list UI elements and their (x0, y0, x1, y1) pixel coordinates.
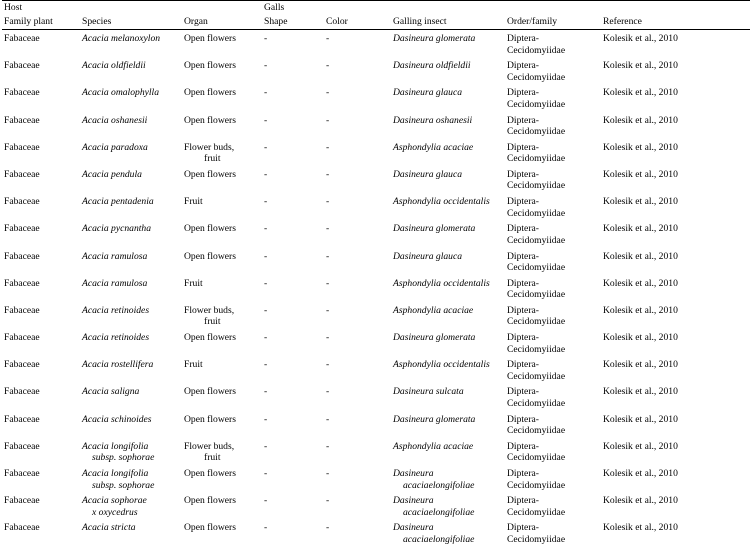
cell-galling-insect (391, 414, 505, 441)
cell-color: - (326, 332, 330, 344)
table-row (2, 414, 750, 441)
cell-order-family-line: Diptera- (507, 33, 539, 44)
cell-species (80, 169, 182, 196)
cell-order-family (505, 223, 601, 250)
cell-color: - (326, 60, 330, 72)
cell-reference: Kolesik et al., 2010 (603, 250, 678, 262)
cell-species-line: Acacia paradoxa (82, 141, 148, 153)
cell-order-family (505, 278, 601, 305)
cell-organ-line: Flower buds, (184, 304, 235, 316)
cell-order-family-line: Diptera- (507, 114, 539, 126)
table-row (2, 495, 750, 522)
cell-species-line: Acacia pycnantha (82, 223, 151, 235)
cell-family-plant: Fabaceae (4, 468, 40, 479)
cell-order-family-line: Cecidomyiidae (507, 397, 566, 409)
cell-order-family (505, 30, 601, 61)
cell-shape: - (264, 33, 268, 44)
cell-species-line: subsp. sophorae (92, 452, 155, 464)
cell-shape: - (264, 359, 268, 371)
cell-species-line: Acacia longifolia (82, 468, 149, 479)
cell-species-line: Acacia sophorae (82, 495, 147, 507)
cell-organ (182, 60, 262, 87)
cell-reference: Kolesik et al., 2010 (603, 196, 678, 208)
cell-species (80, 441, 182, 468)
cell-species-line: Acacia pentadenia (82, 196, 154, 208)
cell-species-line: Acacia omalophylla (82, 87, 159, 99)
cell-order-family (505, 332, 601, 359)
cell-organ-line: Flower buds, (184, 141, 235, 153)
cell-organ-line: Open flowers (184, 114, 236, 126)
cell-organ-line: Open flowers (184, 60, 236, 72)
cell-organ (182, 441, 262, 468)
cell-organ-line: Open flowers (184, 413, 236, 425)
cell-galling-insect-line: Dasineura glomerata (393, 33, 476, 44)
cell-shape: - (264, 60, 268, 72)
cell-color: - (326, 413, 330, 425)
cell-species-line: Acacia ramulosa (82, 250, 148, 262)
cell-family-plant: Fabaceae (4, 60, 40, 72)
cell-color: - (326, 223, 330, 235)
cell-galling-insect (391, 305, 505, 332)
col-reference: Reference (601, 16, 750, 30)
cell-species (80, 278, 182, 305)
cell-organ (182, 196, 262, 223)
cell-shape: - (264, 468, 268, 479)
cell-galling-insect (391, 522, 505, 549)
cell-order-family-line: Cecidomyiidae (507, 533, 566, 545)
cell-species (80, 142, 182, 169)
cell-organ-line: Open flowers (184, 386, 236, 398)
cell-species (80, 359, 182, 386)
cell-reference: Kolesik et al., 2010 (603, 60, 678, 72)
cell-shape: - (264, 332, 268, 344)
cell-color: - (326, 250, 330, 262)
cell-order-family-line: Cecidomyiidae (507, 452, 566, 464)
cell-reference: Kolesik et al., 2010 (603, 468, 678, 479)
cell-color: - (326, 141, 330, 153)
cell-reference: Kolesik et al., 2010 (603, 87, 678, 99)
cell-organ (182, 169, 262, 196)
cell-order-family-line: Cecidomyiidae (507, 44, 566, 56)
col-order-family: Order/family (505, 16, 601, 30)
cell-order-family-line: Cecidomyiidae (507, 98, 566, 110)
cell-order-family-line: Cecidomyiidae (507, 289, 566, 301)
cell-galling-insect-line: acaciaelongifoliae (403, 533, 475, 545)
cell-galling-insect-line: Asphondylia occidentalis (393, 359, 490, 371)
cell-shape: - (264, 250, 268, 262)
cell-species (80, 386, 182, 413)
cell-shape: - (264, 87, 268, 99)
cell-galling-insect-line: Dasineura sulcata (393, 386, 464, 398)
table-row (2, 386, 750, 413)
cell-reference: Kolesik et al., 2010 (603, 413, 678, 425)
cell-reference: Kolesik et al., 2010 (603, 223, 678, 235)
cell-order-family-line: Cecidomyiidae (507, 180, 566, 192)
cell-species-line: Acacia retinoides (82, 304, 150, 316)
col-color: Color (324, 16, 391, 30)
cell-galling-insect (391, 169, 505, 196)
cell-order-family-line: Diptera- (507, 413, 539, 425)
cell-color: - (326, 304, 330, 316)
cell-organ-line: fruit (204, 316, 221, 328)
cell-reference: Kolesik et al., 2010 (603, 495, 678, 507)
cell-organ (182, 142, 262, 169)
cell-organ-line: Flower buds, (184, 440, 235, 452)
cell-order-family-line: Cecidomyiidae (507, 207, 566, 219)
cell-order-family (505, 468, 601, 495)
cell-family-plant: Fabaceae (4, 413, 40, 425)
cell-organ-line: Open flowers (184, 468, 236, 479)
cell-species-line: Acacia longifolia (82, 440, 149, 452)
cell-family-plant: Fabaceae (4, 359, 40, 371)
cell-species-line: x oxycedrus (92, 506, 138, 518)
cell-order-family (505, 359, 601, 386)
cell-reference: Kolesik et al., 2010 (603, 304, 678, 316)
table-row (2, 30, 750, 61)
cell-species (80, 332, 182, 359)
cell-order-family-line: Cecidomyiidae (507, 479, 566, 491)
table-row (2, 87, 750, 114)
cell-galling-insect-line: Dasineura oshanesii (393, 114, 473, 126)
cell-organ (182, 251, 262, 278)
cell-shape: - (264, 440, 268, 452)
cell-order-family (505, 60, 601, 87)
col-species: Species (80, 16, 182, 30)
cell-order-family-line: Cecidomyiidae (507, 370, 566, 382)
cell-order-family (505, 87, 601, 114)
cell-order-family (505, 305, 601, 332)
cell-species-line: Acacia oshanesii (82, 114, 148, 126)
cell-species-line: Acacia stricta (82, 522, 136, 534)
cell-organ-line: Open flowers (184, 250, 236, 262)
cell-galling-insect-line: Asphondylia acaciae (393, 141, 474, 153)
col-organ: Organ (182, 16, 262, 30)
cell-galling-insect-line: acaciaelongifoliae (403, 479, 475, 491)
cell-organ-line: Open flowers (184, 87, 236, 99)
cell-order-family (505, 386, 601, 413)
cell-color: - (326, 440, 330, 452)
cell-order-family-line: Diptera- (507, 250, 539, 262)
cell-order-family-line: Cecidomyiidae (507, 343, 566, 355)
table-row (2, 169, 750, 196)
cell-color: - (326, 359, 330, 371)
cell-species-line: Acacia melanoxylon (82, 33, 161, 44)
cell-shape: - (264, 304, 268, 316)
cell-color: - (326, 87, 330, 99)
cell-species (80, 522, 182, 549)
cell-galling-insect-line: Asphondylia acaciae (393, 304, 474, 316)
cell-galling-insect (391, 142, 505, 169)
cell-galling-insect-line: Dasineura glauca (393, 168, 463, 180)
cell-species-line: Acacia pendula (82, 168, 142, 180)
cell-order-family-line: Diptera- (507, 304, 539, 316)
header-column-row (2, 16, 750, 30)
cell-shape: - (264, 141, 268, 153)
cell-order-family-line: Cecidomyiidae (507, 316, 566, 328)
cell-family-plant: Fabaceae (4, 33, 40, 44)
cell-shape: - (264, 522, 268, 534)
cell-family-plant: Fabaceae (4, 196, 40, 208)
cell-reference: Kolesik et al., 2010 (603, 332, 678, 344)
table-row (2, 359, 750, 386)
cell-order-family-line: Cecidomyiidae (507, 126, 566, 138)
cell-family-plant: Fabaceae (4, 277, 40, 289)
cell-order-family-line: Diptera- (507, 223, 539, 235)
cell-family-plant: Fabaceae (4, 386, 40, 398)
cell-order-family-line: Diptera- (507, 440, 539, 452)
cell-galling-insect (391, 495, 505, 522)
cell-galling-insect (391, 359, 505, 386)
table-row (2, 60, 750, 87)
cell-order-family-line: Diptera- (507, 60, 539, 72)
cell-order-family-line: Diptera- (507, 495, 539, 507)
cell-reference: Kolesik et al., 2010 (603, 359, 678, 371)
cell-color: - (326, 168, 330, 180)
cell-family-plant: Fabaceae (4, 332, 40, 344)
cell-order-family-line: Cecidomyiidae (507, 425, 566, 437)
cell-galling-insect (391, 468, 505, 495)
table-body (2, 30, 750, 550)
cell-organ-line: fruit (204, 452, 221, 464)
cell-shape: - (264, 114, 268, 126)
cell-galling-insect-line: Dasineura (393, 468, 434, 479)
cell-order-family-line: Diptera- (507, 141, 539, 153)
cell-color: - (326, 33, 330, 44)
cell-organ (182, 495, 262, 522)
cell-species (80, 196, 182, 223)
cell-order-family (505, 196, 601, 223)
table-row (2, 522, 750, 549)
cell-shape: - (264, 168, 268, 180)
cell-galling-insect-line: Dasineura oldfieldii (393, 60, 471, 72)
cell-order-family (505, 142, 601, 169)
cell-galling-insect-line: Asphondylia occidentalis (393, 277, 490, 289)
cell-organ (182, 87, 262, 114)
cell-organ-line: Open flowers (184, 495, 236, 507)
cell-family-plant: Fabaceae (4, 495, 40, 507)
host-group-header: Host (2, 1, 262, 17)
cell-organ (182, 522, 262, 549)
galls-group-header: Galls (262, 1, 750, 17)
cell-reference: Kolesik et al., 2010 (603, 141, 678, 153)
cell-galling-insect-line: acaciaelongifoliae (403, 506, 475, 518)
cell-order-family-line: Diptera- (507, 359, 539, 371)
cell-family-plant: Fabaceae (4, 223, 40, 235)
cell-family-plant: Fabaceae (4, 87, 40, 99)
cell-order-family-line: Diptera- (507, 522, 539, 534)
cell-species (80, 468, 182, 495)
cell-order-family (505, 441, 601, 468)
cell-order-family-line: Cecidomyiidae (507, 262, 566, 273)
cell-galling-insect-line: Dasineura glauca (393, 250, 463, 262)
cell-species-line: Acacia retinoides (82, 332, 150, 344)
cell-organ-line: Fruit (184, 277, 203, 289)
cell-galling-insect (391, 223, 505, 250)
cell-organ-line: fruit (204, 153, 221, 165)
cell-order-family-line: Diptera- (507, 277, 539, 289)
cell-order-family-line: Cecidomyiidae (507, 153, 566, 165)
cell-organ (182, 30, 262, 61)
cell-galling-insect-line: Dasineura (393, 495, 434, 507)
cell-galling-insect (391, 278, 505, 305)
cell-order-family-line: Cecidomyiidae (507, 71, 566, 83)
cell-organ-line: Open flowers (184, 223, 236, 235)
cell-species (80, 414, 182, 441)
table-row (2, 223, 750, 250)
cell-organ (182, 278, 262, 305)
cell-order-family (505, 115, 601, 142)
cell-galling-insect-line: Dasineura glomerata (393, 413, 476, 425)
cell-color: - (326, 386, 330, 398)
cell-order-family-line: Diptera- (507, 87, 539, 99)
cell-order-family (505, 522, 601, 549)
cell-family-plant: Fabaceae (4, 114, 40, 126)
cell-reference: Kolesik et al., 2010 (603, 33, 678, 44)
cell-reference: Kolesik et al., 2010 (603, 168, 678, 180)
cell-species (80, 87, 182, 114)
col-family-plant: Family plant (2, 16, 80, 30)
cell-order-family (505, 251, 601, 278)
cell-color: - (326, 495, 330, 507)
col-shape: Shape (262, 16, 324, 30)
cell-galling-insect-line: Dasineura glomerata (393, 223, 476, 235)
cell-species (80, 223, 182, 250)
cell-order-family-line: Diptera- (507, 386, 539, 398)
table-row (2, 142, 750, 169)
table-row (2, 115, 750, 142)
table-row (2, 332, 750, 359)
cell-galling-insect (391, 196, 505, 223)
cell-galling-insect (391, 386, 505, 413)
cell-reference: Kolesik et al., 2010 (603, 277, 678, 289)
cell-reference: Kolesik et al., 2010 (603, 386, 678, 398)
cell-galling-insect (391, 441, 505, 468)
cell-species (80, 115, 182, 142)
cell-organ-line: Open flowers (184, 33, 236, 44)
cell-species-line: subsp. sophorae (92, 479, 155, 491)
table-row (2, 278, 750, 305)
cell-galling-insect (391, 251, 505, 278)
cell-family-plant: Fabaceae (4, 522, 40, 534)
cell-organ (182, 332, 262, 359)
cell-shape: - (264, 196, 268, 208)
table-row (2, 305, 750, 332)
table-row (2, 196, 750, 223)
cell-color: - (326, 522, 330, 534)
header-group-row (2, 1, 750, 17)
table-row (2, 251, 750, 278)
gall-records-table (2, 0, 750, 550)
cell-shape: - (264, 386, 268, 398)
cell-order-family-line: Diptera- (507, 196, 539, 208)
cell-color: - (326, 196, 330, 208)
cell-shape: - (264, 277, 268, 289)
cell-organ-line: Open flowers (184, 522, 236, 534)
cell-shape: - (264, 495, 268, 507)
cell-species (80, 251, 182, 278)
cell-species-line: Acacia oldfieldii (82, 60, 146, 72)
cell-color: - (326, 277, 330, 289)
cell-color: - (326, 468, 330, 479)
cell-shape: - (264, 223, 268, 235)
cell-reference: Kolesik et al., 2010 (603, 440, 678, 452)
col-galling-insect: Galling insect (391, 16, 505, 30)
cell-family-plant: Fabaceae (4, 304, 40, 316)
cell-organ (182, 414, 262, 441)
cell-galling-insect (391, 332, 505, 359)
cell-family-plant: Fabaceae (4, 250, 40, 262)
cell-species (80, 60, 182, 87)
cell-organ-line: Open flowers (184, 332, 236, 344)
cell-organ (182, 223, 262, 250)
cell-galling-insect (391, 30, 505, 61)
cell-galling-insect-line: Dasineura (393, 522, 434, 534)
cell-color: - (326, 114, 330, 126)
cell-galling-insect-line: Asphondylia acaciae (393, 440, 474, 452)
cell-organ (182, 359, 262, 386)
cell-family-plant: Fabaceae (4, 168, 40, 180)
cell-order-family-line: Diptera- (507, 332, 539, 344)
cell-reference: Kolesik et al., 2010 (603, 114, 678, 126)
cell-species-line: Acacia saligna (82, 386, 140, 398)
cell-organ-line: Fruit (184, 359, 203, 371)
cell-species-line: Acacia rostellifera (82, 359, 154, 371)
cell-order-family (505, 169, 601, 196)
cell-species (80, 495, 182, 522)
cell-order-family-line: Cecidomyiidae (507, 506, 566, 518)
cell-species (80, 305, 182, 332)
cell-species (80, 30, 182, 61)
cell-galling-insect-line: Dasineura glomerata (393, 332, 476, 344)
cell-galling-insect (391, 87, 505, 114)
cell-order-family-line: Diptera- (507, 468, 539, 479)
cell-organ (182, 305, 262, 332)
cell-order-family-line: Diptera- (507, 168, 539, 180)
cell-order-family-line: Cecidomyiidae (507, 234, 566, 246)
cell-family-plant: Fabaceae (4, 440, 40, 452)
cell-order-family (505, 414, 601, 441)
cell-galling-insect (391, 60, 505, 87)
cell-family-plant: Fabaceae (4, 141, 40, 153)
cell-species-line: Acacia ramulosa (82, 277, 148, 289)
cell-organ (182, 386, 262, 413)
table-row (2, 441, 750, 468)
cell-organ-line: Open flowers (184, 168, 236, 180)
cell-order-family (505, 495, 601, 522)
cell-organ-line: Fruit (184, 196, 203, 208)
cell-shape: - (264, 413, 268, 425)
cell-galling-insect-line: Asphondylia occidentalis (393, 196, 490, 208)
table-header (2, 1, 750, 30)
cell-organ (182, 115, 262, 142)
table-row (2, 468, 750, 495)
cell-galling-insect-line: Dasineura glauca (393, 87, 463, 99)
cell-reference: Kolesik et al., 2010 (603, 522, 678, 534)
cell-galling-insect (391, 115, 505, 142)
cell-organ (182, 468, 262, 495)
cell-species-line: Acacia schinoides (82, 413, 152, 425)
